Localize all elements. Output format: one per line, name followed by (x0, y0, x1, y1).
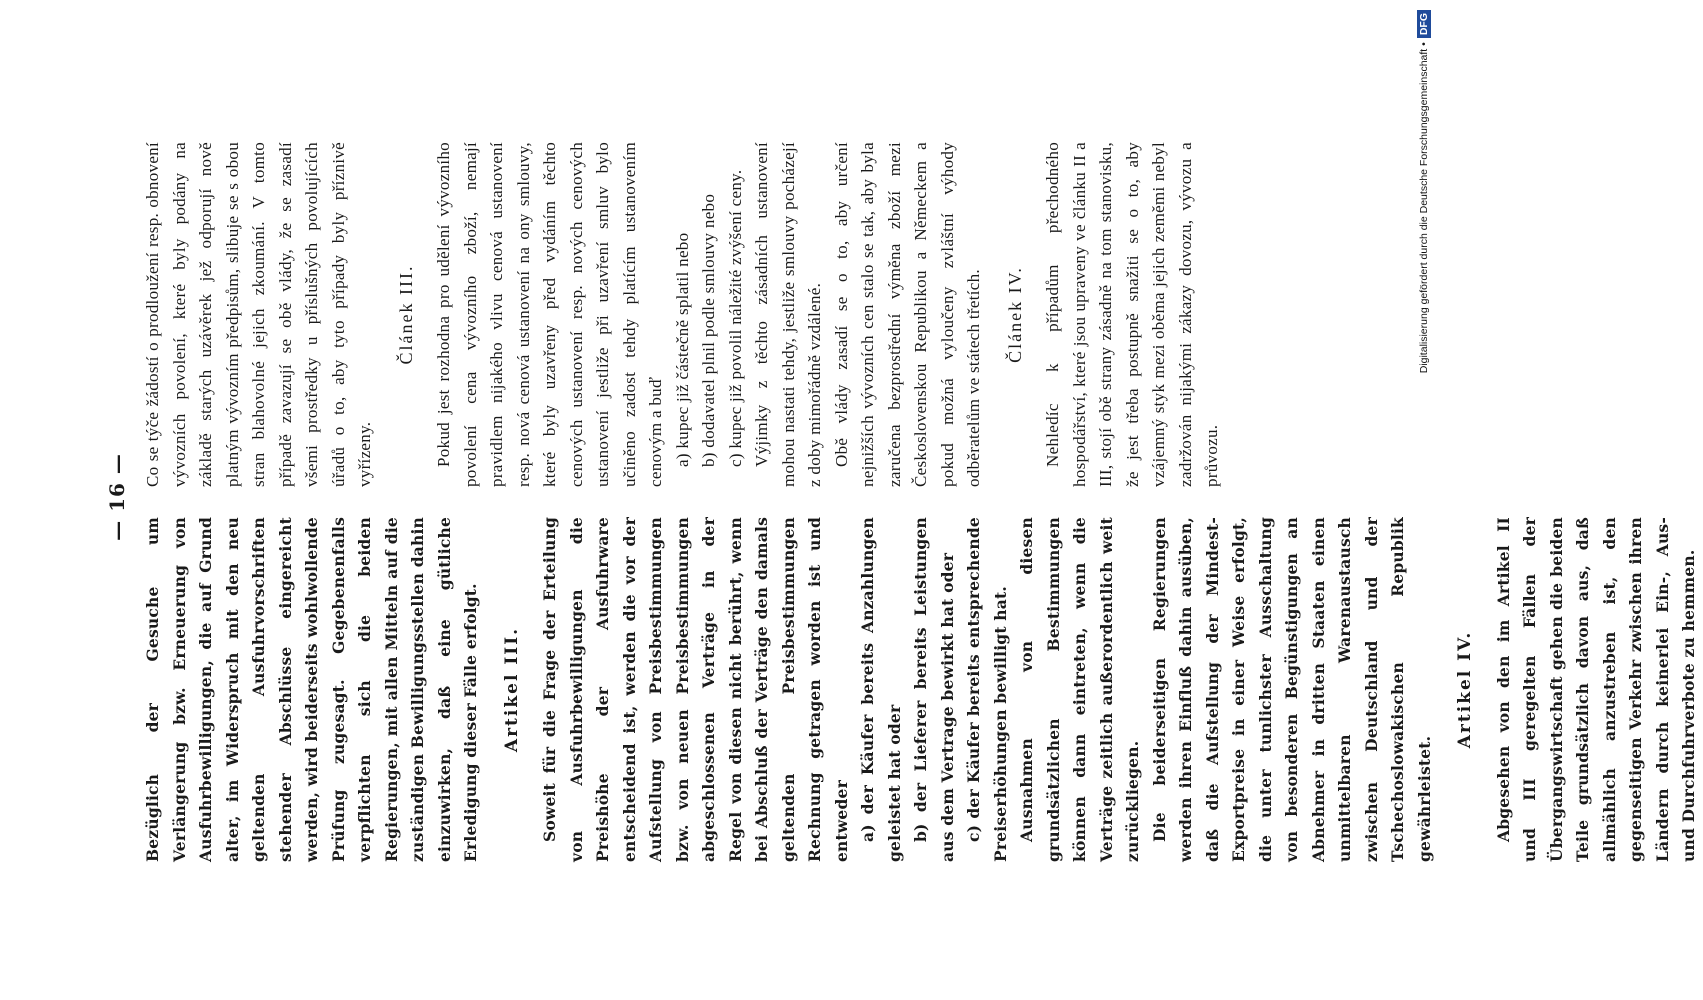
czech-column (140, 142, 1226, 487)
digitization-credit-text (1414, 10, 1434, 390)
credit-label: Digitalisierung gefördert durch die Deutsche Forschungsgemeinschaft • (1418, 42, 1430, 374)
german-paragraph: Die beiderseitigen Regierungen werden ihren Einfluß dahin ausüben, daß die Aufstellung der Mindest-Exportpreise in einer Weise erfolgt, die unter tunlichster Ausschaltung von besonderen Begünstigungen an Abnehmer in dritten Staaten einen unmittelbaren Warenaustausch zwischen Deutschland und der Tschechoslowakischen Republik gewährleistet. (1149, 517, 1434, 862)
german-list-item: c) der Käufer bereits entsprechende Preiserhöhungen bewilligt hat. (964, 517, 1010, 862)
german-paragraph: Soweit für die Frage der Erteilung von Ausfuhrbewilligungen die Preishöhe der Ausfuhrware entscheidend ist, werden die vor der Aufstellung von Preisbestimmungen bzw. von neuen Preisbestimmungen abgeschlossenen Verträge in der Regel von diesen nicht berührt, wenn bei Abschluß der Verträge den damals geltenden Preisbestimmungen Rechnung getragen worden ist und entweder (540, 517, 851, 862)
czech-list-item: b) dodavatel plnil podle smlouvy nebo (699, 193, 718, 467)
czech-paragraph: Výjimky z těchto zásadních ustanovení mohou nastati tehdy, jestliže smlouvy pocházejí z doby mimořádně vzdálené. (752, 142, 824, 487)
czech-heading-article-4: Článek IV. (1004, 266, 1025, 363)
german-paragraph: Ausnahmen von diesen grundsätzlichen Bestimmungen können dann eintreten, wenn die Verträge zeitlich außerordentlich weit zurückliegen. (1017, 517, 1142, 862)
page-number: — 16 — (105, 453, 129, 541)
dfg-logo: DFG (1417, 10, 1431, 38)
german-paragraph: Bezüglich der Gesuche um Verlängerung bzw. Erneuerung von Ausfuhrbewilligungen, die auf Grund alter, im Widerspruch mit den neu geltenden Ausfuhrvorschriften stehender Abschlüsse eingereicht werden, wird beiderseits wohlwollende Prüfung zugesagt. Gegebenenfalls verpflichten sich die beiden Regierungen, mit allen Mitteln auf die zuständigen Bewilligungsstellen dahin einzuwirken, daß eine gütliche Erledigung dieser Fälle erfolgt. (143, 517, 480, 862)
czech-paragraph: Nehledíc k případům přechodného hospodářství, které jsou upraveny ve článku II a III, stojí obě strany zásadně na tom stanovisku, že jest třeba postupně snažiti se o to, aby vzájemný styk mezi oběma jejich zeměmi nebyl zadržován nijakými zákazy dovozu, vývozu a průvozu. (1043, 142, 1221, 487)
german-column (140, 517, 1703, 862)
czech-paragraph: Co se týče žádostí o prodloužení resp. obnovení vývozních povolení, které byly podány na základě starých uzávěrek jež odporují nově platným vývozním předpisům, slibuje se s obou stran blahovolné jejich zkoumání. V tomto případě zavazují se obě vlády, že se zasadí všemi prostředky u příslušných povolujících úřadů o to, aby tyto případy byly příznivě vyřízeny. (143, 142, 374, 487)
digitization-credit (1414, 10, 1434, 390)
german-heading-article-4: Artikel IV. (1455, 630, 1475, 749)
czech-paragraph: Obě vlády zasadí se o to, aby určení nejnižších vývozních cen stalo se tak, aby byla zaručena bezprostřední výměna zboží mezi Československou Republikou a Německem a pokud možná vyloučeny zvláštní výhody odběratelům ve státech třetích. (831, 142, 983, 487)
czech-heading-article-3: Článek III. (395, 264, 416, 365)
czech-list-item: c) kupec již povolil náležité zvýšení ceny. (725, 169, 745, 467)
german-list-item: b) der Lieferer bereits Leistungen aus dem Vertrage bewirkt hat oder (911, 517, 957, 862)
czech-list-item: a) kupec již částečně splatil nebo (672, 232, 692, 467)
german-list-item: a) der Käufer bereits Anzahlungen geleistet hat oder (858, 517, 904, 862)
german-heading-article-3: Artikel III. (501, 626, 522, 753)
german-paragraph: Abgesehen von den im Artikel II und III geregelten Fällen der Übergangswirtschaft gehen die beiden Teile grundsätzlich davon aus, daß allmählich anzustreben ist, den gegenseitigen Verkehr zwischen ihren Ländern durch keinerlei Ein-, Aus- und Durchfuhrverbote zu hemmen. (1493, 517, 1698, 862)
czech-paragraph: Pokud jest rozhodna pro udělení vývozního povolení cena vývozního zboží, nemají pravidlem nijakého vlivu cenová ustanovení resp. nová cenová ustanovení na ony smlouvy, které byly uzavřeny před vydáním těchto cenových ustanovení resp. nových cenových ustanovení jestliže při uzavření smluv bylo učiněno zadost tehdy platícím ustanovením cenovým a buď (434, 142, 665, 487)
